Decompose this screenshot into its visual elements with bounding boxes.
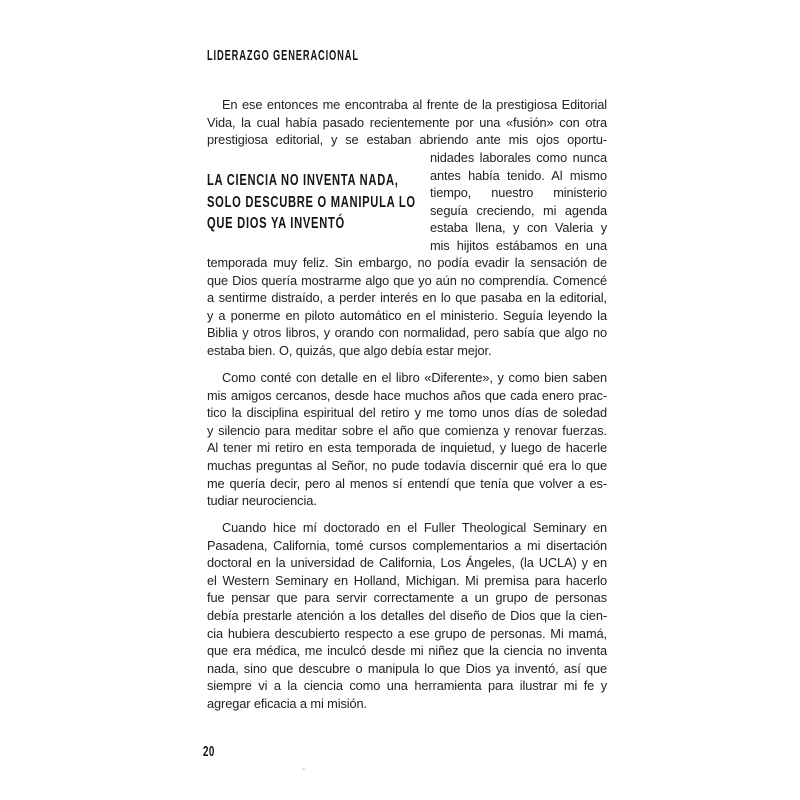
text-line: siempre vi a la ciencia como una herramienta para ilustrar mi fe y (207, 678, 607, 694)
text-line: que era médica, me inculcó desde mi niñez que la ciencia no inventa (207, 643, 607, 659)
text-line: debía prestarle atención a los detalles del diseño de Dios que la cien- (207, 607, 607, 623)
text-line: el Western Seminary en Holland, Michigan. Mi premisa para hacerlo (207, 572, 607, 588)
paragraph-3 (207, 519, 607, 713)
paragraph-1-bottom (207, 254, 607, 360)
text-line: nidades laborales como nunca (430, 150, 607, 165)
text-line: antes había tenido. Al mismo (430, 167, 607, 183)
text-line: Biblia y otros libros, y orando con normalidad, pero sabía que algo no (207, 325, 607, 341)
text-line: nada, sino que descubre o manipula lo que Dios ya inventó, así que (207, 660, 607, 676)
scan-artifact-speck (302, 768, 305, 770)
text-line: tiempo, nuestro ministerio (430, 185, 607, 201)
text-line: Al tener mi retiro en esta temporada de inquietud, y luego de hacerle (207, 440, 607, 456)
text-line: tudiar neurociencia. (207, 493, 317, 509)
text-line: Cuando hice mí doctorado en el Fuller Theological Seminary en (222, 520, 607, 535)
text-line: mis amigos cercanos, desde hace muchos años que cada enero prac- (207, 387, 607, 403)
pull-quote-line: QUE DIOS YA INVENTÓ (207, 215, 345, 232)
text-line: prestigiosa editorial, y se estaban abriendo ante mis ojos oportu- (207, 132, 607, 148)
text-line: tico la disciplina espiritual del retiro y me tomo unos días de soledad (207, 405, 607, 421)
text-line: doctoral en la universidad de California, Los Ángeles, (la UCLA) y en (207, 555, 607, 571)
text-line: estaba llena, y con Valeria y (430, 220, 607, 236)
text-line: mis hijitos estábamos en una (430, 237, 607, 253)
text-line: estaba bien. O, quizás, que algo debía estar mejor. (207, 342, 492, 358)
pull-quote-line: LA CIENCIA NO INVENTA NADA, (207, 172, 399, 189)
paragraph-1-wrap-column (430, 149, 607, 255)
text-line: Como conté con detalle en el libro «Diferente», y como bien saben (222, 370, 607, 385)
text-line: muchas preguntas al Señor, no pude todavía discernir qué era lo que (207, 457, 607, 473)
text-line: y a ponerme en piloto automático en el ministerio. Seguía leyendo la (207, 307, 607, 323)
pull-quote (207, 170, 416, 235)
text-line: me quería decir, pero al menos sí entendí que tenía que volver a es- (207, 475, 607, 491)
text-line: y silencio para meditar sobre el año que comienza y renovar fuerzas. (207, 422, 607, 438)
text-line: agregar eficacia a mi misión. (207, 695, 367, 711)
text-line: seguía creciendo, mi agenda (430, 202, 607, 218)
text-line: que Dios quería mostrarme algo que yo aún no comprendía. Comencé (207, 272, 607, 288)
page-number: 20 (203, 744, 215, 760)
paragraph-1-top (207, 96, 607, 149)
text-line: Pasadena, California, tomé cursos complementarios a mi disertación (207, 537, 607, 553)
text-line: Vida, la cual había pasado recientemente por una «fusión» con otra (207, 114, 607, 130)
running-header: LIDERAZGO GENERACIONAL (207, 47, 359, 64)
text-line: En ese entonces me encontraba al frente de la prestigiosa Editorial (222, 97, 607, 112)
pull-quote-line: SOLO DESCUBRE O MANIPULA LO (207, 193, 416, 211)
text-line: temporada muy feliz. Sin embargo, no podía evadir la sensación de (207, 255, 607, 270)
text-line: cia hubiera descubierto respecto a ese grupo de personas. Mi mamá, (207, 625, 607, 641)
text-line: a sentirme distraído, a perder interés en lo que pasaba en la editorial, (207, 290, 607, 306)
paragraph-2 (207, 369, 607, 510)
text-line: fue pensar que para servir correctamente a un grupo de personas (207, 590, 607, 606)
